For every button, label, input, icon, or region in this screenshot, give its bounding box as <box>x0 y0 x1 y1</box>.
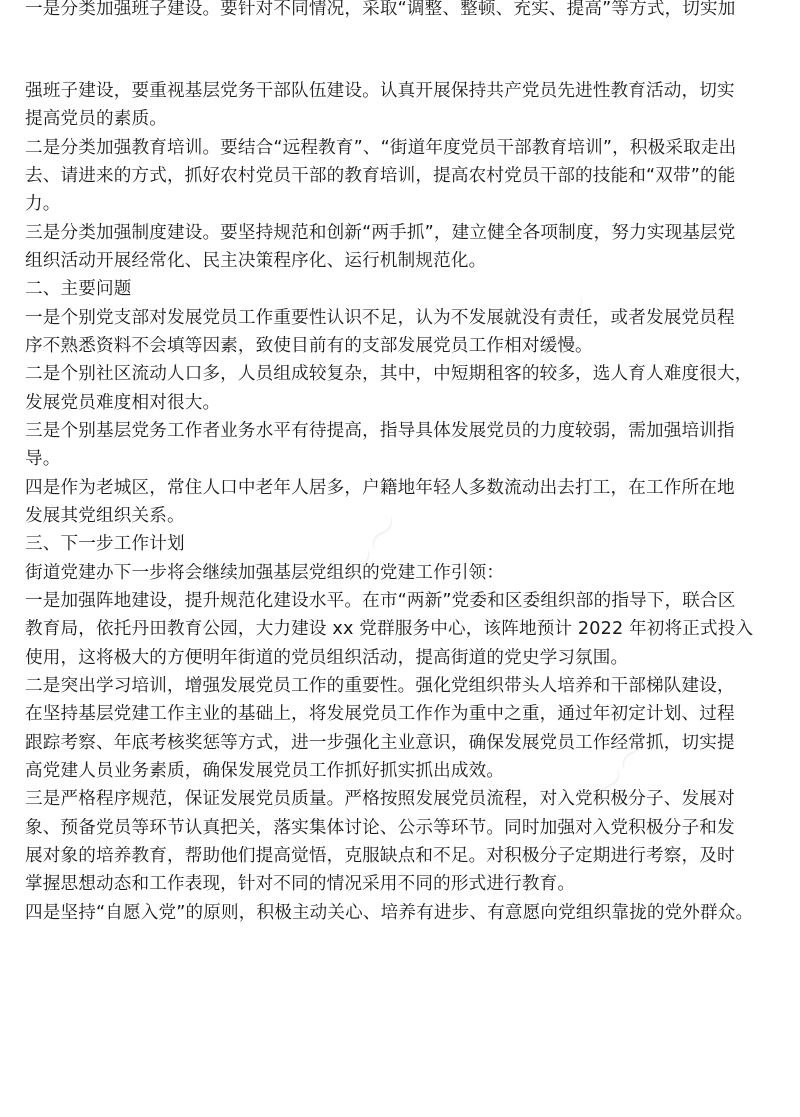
paragraph-line: 高党建人员业务素质，确保发展党员工作抓好抓实抓出成效。 <box>25 761 505 781</box>
paragraph-line: 教育局，依托丹田教育公园，大力建设 xx 党群服务中心，该阵地预计 2022 年初将正式投入 <box>25 619 754 639</box>
paragraph-line: 发展党员难度相对很大。 <box>25 393 221 413</box>
paragraph-line: 组织活动开展经常化、民主决策程序化、运行机制规范化。 <box>25 251 487 271</box>
paragraph-line-first: 一是分类加强班子建设。要针对不同情况，采取“调整、整顿、充实、提高”等方式，切实加 <box>25 0 736 19</box>
paragraph-line: 跟踪考察、年底考核奖惩等方式，进一步强化主业意识，确保发展党员工作经常抓，切实提 <box>25 733 735 753</box>
paragraph-line: 使用，这将极大的方便明年街道的党员组织活动，提高街道的党史学习氛围。 <box>25 648 629 668</box>
watermark: 〜〜 <box>331 504 415 597</box>
paragraph-line: 发展其党组织关系。 <box>25 506 185 526</box>
paragraph-line: 强班子建设，要重视基层党务干部队伍建设。认真开展保持共产党员先进性教育活动，切实 <box>25 81 735 101</box>
paragraph-line: 导。 <box>25 449 61 469</box>
paragraph-line: 街道党建办下一步将会继续加强基层党组织的党建工作引领： <box>25 563 505 583</box>
paragraph-line: 二是突出学习培训，增强发展党员工作的重要性。强化党组织带头人培养和干部梯队建设， <box>25 676 735 696</box>
paragraph-line: 四是坚持“自愿入党”的原则，积极主动关心、培养有进步、有意愿向党组织靠拢的党外群众。 <box>25 903 754 923</box>
paragraph-line: 二是分类加强教育培训。要结合“远程教育”、“街道年度党员干部教育培训”，积极采取走出 <box>25 138 737 158</box>
paragraph-line: 序不熟悉资料不会填等因素，致使目前有的支部发展党员工作相对缓慢。 <box>25 336 593 356</box>
paragraph-line: 力。 <box>25 194 61 214</box>
paragraph-line: 展对象的培养教育，帮助他们提高觉悟，克服缺点和不足。对积极分子定期进行考察，及时 <box>25 846 735 866</box>
section-heading: 二、主要问题 <box>25 279 132 299</box>
paragraph-line: 二是个别社区流动人口多，人员组成较复杂，其中，中短期租客的较多，选人育人难度很大， <box>25 364 753 384</box>
paragraph-line: 四是作为老城区，常住人口中老年人居多，户籍地年轻人多数流动出去打工，在工作所在地 <box>25 478 735 498</box>
section-heading: 三、下一步工作计划 <box>25 534 185 554</box>
paragraph-line: 一是加强阵地建设，提升规范化建设水平。在市“两新”党委和区委组织部的指导下，联合区 <box>25 591 736 611</box>
paragraph-line: 三是严格程序规范，保证发展党员质量。严格按照发展党员流程，对入党积极分子、发展对 <box>25 789 735 809</box>
paragraph-line: 三是分类加强制度建设。要坚持规范和创新“两手抓”，建立健全各项制度，努力实现基层党 <box>25 223 736 243</box>
paragraph-line: 一是个别党支部对发展党员工作重要性认识不足，认为不发展就没有责任，或者发展党员程 <box>25 308 735 328</box>
watermark: 〜〜 <box>521 284 605 377</box>
watermark: 〜〜 <box>581 724 665 817</box>
paragraph-line: 三是个别基层党务工作者业务水平有待提高，指导具体发展党员的力度较弱，需加强培训指 <box>25 421 735 441</box>
paragraph-line: 象、预备党员等环节认真把关，落实集体讨论、公示等环节。同时加强对入党积极分子和发 <box>25 818 735 838</box>
paragraph-line: 在坚持基层党建工作主业的基础上，将发展党员工作作为重中之重，通过年初定计划、过程 <box>25 704 735 724</box>
paragraph-line: 掌握思想动态和工作表现，针对不同的情况采用不同的形式进行教育。 <box>25 874 576 894</box>
paragraph-line: 提高党员的素质。 <box>25 109 167 129</box>
paragraph-line: 去、请进来的方式，抓好农村党员干部的教育培训，提高农村党员干部的技能和“双带”的能 <box>25 166 736 186</box>
